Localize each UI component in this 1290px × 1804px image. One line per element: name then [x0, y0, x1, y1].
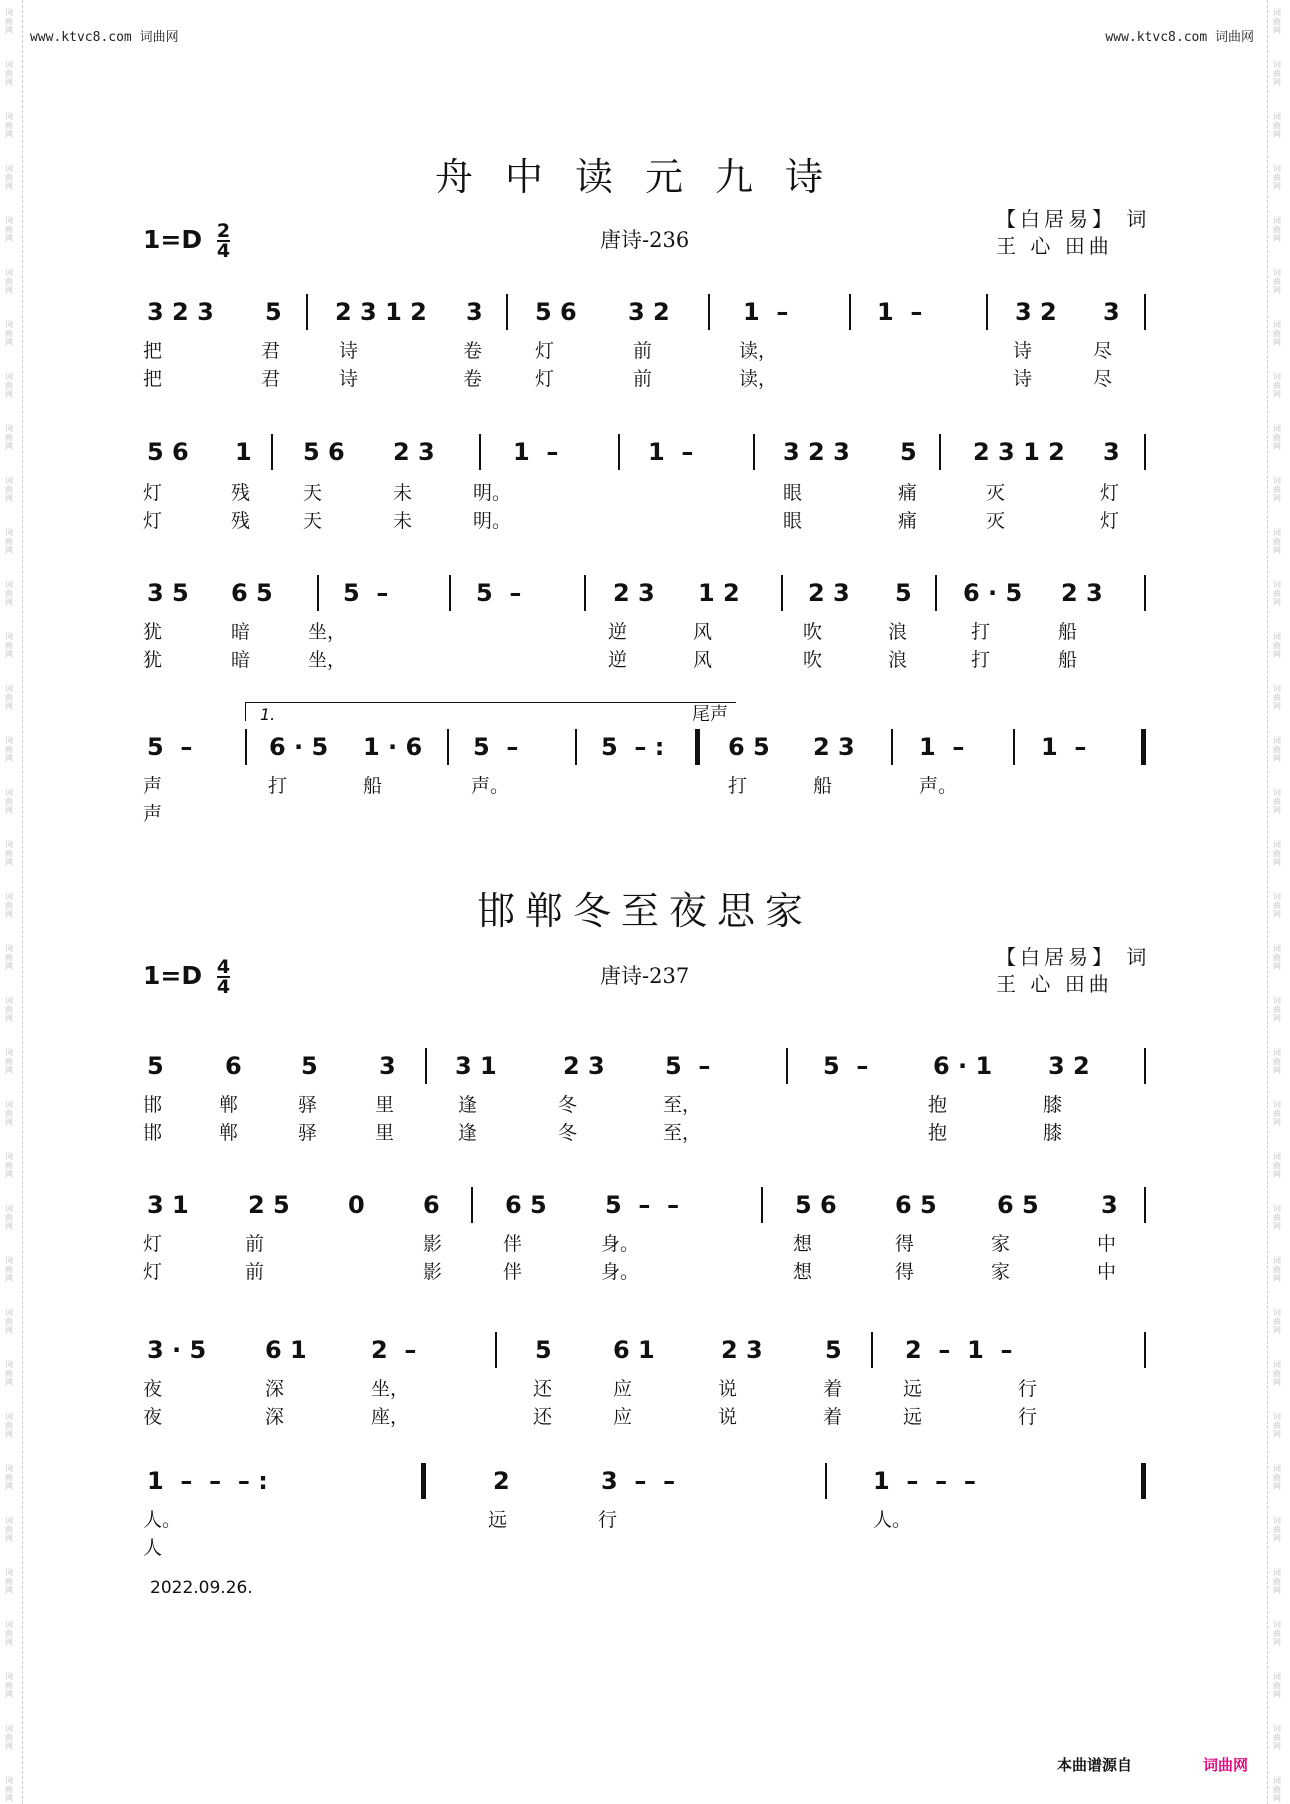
watermark-text: 词 曲 网 [5, 1048, 13, 1075]
watermark-text: 词 曲 网 [1273, 788, 1281, 815]
watermark-text: 词 曲 网 [1273, 476, 1281, 503]
lyric-line: 夜 深 座， 还 应 说 着 远 行 [143, 1406, 1038, 1428]
watermark-text: 词 曲 网 [1273, 1776, 1281, 1803]
watermark-text: 词 曲 网 [1273, 1516, 1281, 1543]
watermark-text: 词 曲 网 [5, 996, 13, 1023]
watermark-text: 词 曲 网 [5, 216, 13, 243]
watermark-text: 词 曲 网 [5, 1724, 13, 1751]
watermark-text: 词 曲 网 [1273, 580, 1281, 607]
watermark-text: 词 曲 网 [1273, 8, 1281, 35]
watermark-text: 词 曲 网 [1273, 112, 1281, 139]
notation-line: 3 · 5 6 1 2 – 5 6 1 2 3 5 2 – 1 – [143, 1336, 1143, 1370]
watermark-text: 词 曲 网 [1273, 320, 1281, 347]
watermark-text: 词 曲 网 [5, 1620, 13, 1647]
lyric-line: 夜 深 坐， 还 应 说 着 远 行 [143, 1378, 1038, 1400]
watermark-text: 词 曲 网 [5, 1308, 13, 1335]
song-subtitle: 唐诗-237 [600, 964, 690, 988]
meter-bottom: 4 [216, 240, 231, 262]
notation-line: 5 – 6 · 5 1 · 6 5 – 5 – : 6 5 2 3 1 – 1 – [143, 733, 1143, 767]
watermark-text: 词 曲 网 [5, 1152, 13, 1179]
watermark-text: 词 曲 网 [5, 1516, 13, 1543]
watermark-text: 词 曲 网 [1273, 944, 1281, 971]
lyric-line: 灯 残 天 未 明。 眼 痛 灭 灯 [143, 482, 1120, 504]
lyricist: 【白居易】 词 [996, 945, 1151, 969]
watermark-text: 词 曲 网 [5, 320, 13, 347]
watermark-text: 词 曲 网 [5, 892, 13, 919]
watermark-text: 词 曲 网 [5, 1776, 13, 1803]
watermark-text: 词 曲 网 [5, 580, 13, 607]
watermark-text: 词 曲 网 [1273, 632, 1281, 659]
watermark-text: 词 曲 网 [1273, 1620, 1281, 1647]
time-signature [217, 958, 230, 996]
notation-line: 3 2 3 5 2 3 1 2 3 5 6 3 2 1 – 1 – 3 2 3 [143, 298, 1143, 332]
meter-top: 4 [216, 956, 231, 978]
watermark-text: 词 曲 网 [5, 1100, 13, 1127]
watermark-text: 词 曲 网 [5, 424, 13, 451]
watermark-text: 词 曲 网 [5, 1360, 13, 1387]
watermark-text: 词 曲 网 [1273, 1724, 1281, 1751]
watermark-text: 词 曲 网 [5, 112, 13, 139]
song-title: 舟中读元九诗 [434, 155, 855, 199]
key-signature [143, 958, 230, 996]
watermark-text: 词 曲 网 [1273, 424, 1281, 451]
watermark-text: 词 曲 网 [5, 8, 13, 35]
watermark-text: 词 曲 网 [5, 164, 13, 191]
key-signature [143, 222, 230, 260]
watermark-text: 词 曲 网 [5, 1464, 13, 1491]
song-subtitle: 唐诗-236 [600, 228, 690, 252]
watermark-text: 词 曲 网 [1273, 164, 1281, 191]
song-credits [996, 944, 1150, 998]
watermark-text: 词 曲 网 [1273, 1672, 1281, 1699]
watermark-text: 词 曲 网 [1273, 1204, 1281, 1231]
watermark-text: 词 曲 网 [5, 528, 13, 555]
watermark-text: 词 曲 网 [5, 1256, 13, 1283]
watermark-text: 词 曲 网 [5, 372, 13, 399]
watermark-text: 词 曲 网 [1273, 1256, 1281, 1283]
watermark-text: 词 曲 网 [1273, 1048, 1281, 1075]
watermark-text: 词 曲 网 [1273, 684, 1281, 711]
watermark-text: 词 曲 网 [5, 840, 13, 867]
header-site-right: www.ktvc8.com 词曲网 [1105, 30, 1254, 45]
watermark-text: 词 曲 网 [1273, 372, 1281, 399]
composer: 王 心 田曲 [996, 972, 1113, 996]
watermark-text: 词 曲 网 [5, 268, 13, 295]
coda-label: 尾声 [692, 704, 728, 725]
meter-top: 2 [216, 220, 231, 242]
lyric-line: 灯 残 天 未 明。 眼 痛 灭 灯 [143, 510, 1120, 532]
header-site-left: www.ktvc8.com 词曲网 [30, 30, 179, 45]
notation-line: 1 – – – : 2 3 – – 1 – – – [143, 1467, 1143, 1501]
watermark-text: 词 曲 网 [1273, 528, 1281, 555]
volta-label: 1. [260, 705, 276, 724]
footer-site-link[interactable]: 词曲网 [1203, 1756, 1249, 1774]
lyric-line: 犹 暗 坐， 逆 风 吹 浪 打 船 [143, 621, 1078, 643]
watermark-text: 词 曲 网 [1273, 216, 1281, 243]
watermark-text: 词 曲 网 [5, 684, 13, 711]
watermark-text: 词 曲 网 [1273, 1568, 1281, 1595]
notation-line: 5 6 5 3 3 1 2 3 5 – 5 – 6 · 1 3 2 [143, 1052, 1143, 1086]
lyric-line: 人 [143, 1537, 163, 1559]
watermark-text: 词 曲 网 [5, 736, 13, 763]
lyric-line: 灯 前 影 伴 身。 想 得 家 中 [143, 1233, 1117, 1255]
watermark-text: 词 曲 网 [5, 1672, 13, 1699]
meter-bottom: 4 [216, 976, 231, 998]
lyric-line: 犹 暗 坐， 逆 风 吹 浪 打 船 [143, 649, 1078, 671]
notation-line: 5 6 1 5 6 2 3 1 – 1 – 3 2 3 5 2 3 1 2 3 [143, 438, 1143, 472]
score-date: 2022.09.26. [150, 1578, 253, 1598]
watermark-text: 词 曲 网 [1273, 1412, 1281, 1439]
watermark-text: 词 曲 网 [5, 1204, 13, 1231]
watermark-text: 词 曲 网 [1273, 1100, 1281, 1127]
watermark-text: 词 曲 网 [5, 788, 13, 815]
song-title: 邯郸冬至夜思家 [476, 889, 813, 933]
song-credits [996, 206, 1150, 260]
time-signature [217, 222, 230, 260]
watermark-text: 词 曲 网 [5, 944, 13, 971]
lyric-line: 灯 前 影 伴 身。 想 得 家 中 [143, 1261, 1117, 1283]
lyric-line: 声 [143, 803, 163, 825]
watermark-text: 词 曲 网 [5, 632, 13, 659]
lyricist: 【白居易】 词 [996, 207, 1151, 231]
notation-line: 3 5 6 5 5 – 5 – 2 3 1 2 2 3 5 6 · 5 2 3 [143, 579, 1143, 613]
watermark-text: 词 曲 网 [1273, 996, 1281, 1023]
watermark-text: 词 曲 网 [5, 476, 13, 503]
watermark-text: 词 曲 网 [1273, 268, 1281, 295]
notation-line: 3 1 2 5 0 6 6 5 5 – – 5 6 6 5 6 5 3 [143, 1191, 1143, 1225]
lyric-line: 把 君 诗 卷 灯 前 读， 诗 尽 [143, 368, 1113, 390]
watermark-text: 词 曲 网 [5, 60, 13, 87]
watermark-text: 词 曲 网 [1273, 1360, 1281, 1387]
watermark-text: 词 曲 网 [1273, 1152, 1281, 1179]
watermark-text: 词 曲 网 [1273, 736, 1281, 763]
watermark-text: 词 曲 网 [1273, 892, 1281, 919]
watermark-text: 词 曲 网 [1273, 840, 1281, 867]
lyric-line: 邯 郸 驿 里 逢 冬 至， 抱 膝 [143, 1122, 1063, 1144]
watermark-text: 词 曲 网 [1273, 60, 1281, 87]
lyric-line: 把 君 诗 卷 灯 前 读， 诗 尽 [143, 340, 1113, 362]
composer: 王 心 田曲 [996, 234, 1113, 258]
watermark-text: 词 曲 网 [1273, 1308, 1281, 1335]
watermark-text: 词 曲 网 [5, 1568, 13, 1595]
key-label: 1=D [143, 225, 203, 254]
key-label: 1=D [143, 961, 203, 990]
lyric-line: 邯 郸 驿 里 逢 冬 至， 抱 膝 [143, 1094, 1063, 1116]
watermark-text: 词 曲 网 [5, 1412, 13, 1439]
lyric-line: 声 打 船 声。 打 船 声。 [143, 775, 958, 797]
watermark-text: 词 曲 网 [1273, 1464, 1281, 1491]
lyric-line: 人。 远 行 人。 [143, 1509, 912, 1531]
footer-source-label: 本曲谱源自 [1057, 1756, 1133, 1774]
first-ending-bracket [245, 702, 736, 724]
